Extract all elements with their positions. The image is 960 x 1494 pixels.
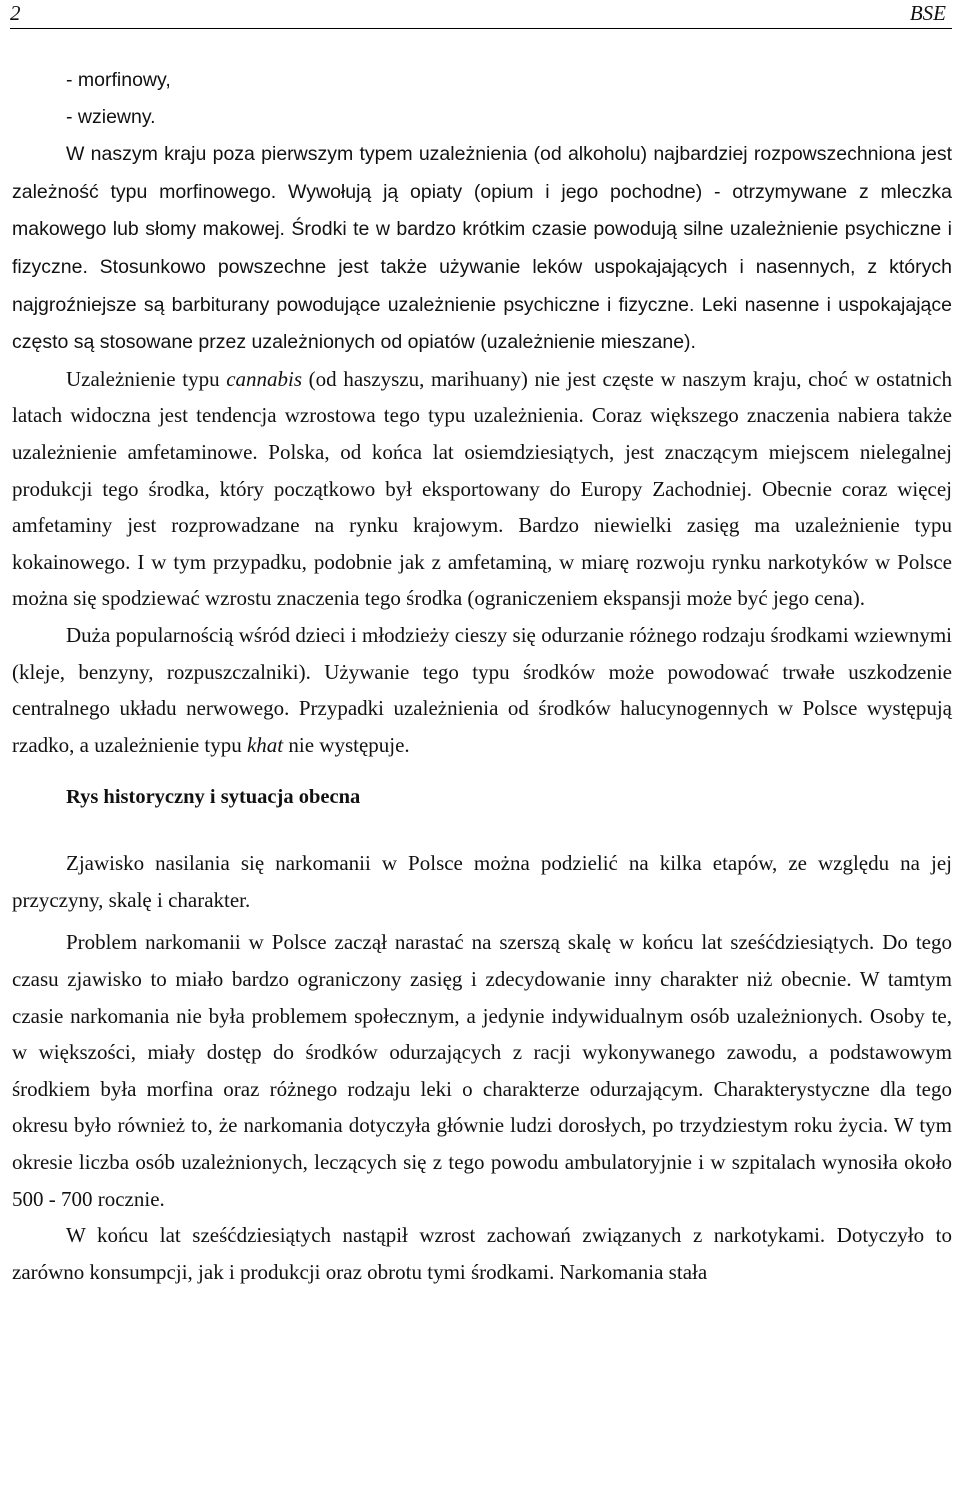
paragraph-morphine-part-a: W naszym kraju poza pierwszym typem uzależnienia (od alkoholu) najbardziej rozpowszechniona jest zależność typu morfinowego. Wywołują ją opiaty (opium i jego pochodne) - otrzymywane z mleczka makowego lub słomy makowej. Środki te w bardzo krótkim czasie powodują silne uzależnienie psychiczne i fizyczne. xyxy=(12,143,952,278)
paragraph-late-sixties: W końcu lat sześćdziesiątych nastąpił wzrost zachowań związanych z narkotykami. Dotyczyło to zarówno konsumpcji, jak i produkcji oraz obrotu tymi środkami. Narkomania stała xyxy=(12,1223,952,1284)
paragraph-morphine xyxy=(12,135,952,361)
paragraph-inhalants-part-b: nie występuje. xyxy=(283,732,410,757)
list-item: - wziewny. xyxy=(66,105,156,128)
page-number: 2 xyxy=(10,1,21,25)
section-heading: Rys historyczny i sytuacja obecna xyxy=(66,786,361,809)
page-body xyxy=(12,62,952,1290)
paragraph-sixties-part-b: Osoby te, w większości, miały dostęp do środków odurzających z racji wykonywanego zawodu, a podstawowym środkiem była morfina oraz różnego rodzaju leki o charakterze odurzającym. Charakterystyczne dla tego okresu było również to, że narkomania dotyczyła głównie ludzi dorosłych, po trzydziestym roku życia. W tym okresie liczba osób uzależnionych, leczących się z tego powodu ambulatoryjnie i w szpitalach wynosiła około 500 - 700 rocznie. xyxy=(12,1003,952,1211)
cannabis-term: cannabis xyxy=(226,366,303,391)
drug-type-list xyxy=(12,62,952,135)
running-title: BSE xyxy=(909,1,946,25)
paragraph-cannabis xyxy=(12,361,952,617)
paragraph-sixties-part-a: Problem narkomanii w Polsce zaczął narastać na szerszą skalę w końcu lat sześćdziesiątych. Do tego czasu zjawisko to miało bardzo ograniczony zasięg i zdecydowanie inny charakter niż obecnie. W tamtym czasie narkomania nie była problemem społecznym, a jedynie indywidualnym osób uzależnionych. xyxy=(12,930,952,1028)
list-item: - morfinowy, xyxy=(66,69,171,91)
paragraph-morphine-part-b: Stosunkowo powszechne jest także używanie leków uspokajających i nasennych, z których najgroźniejsze są barbiturany powodujące uzależnienie psychiczne i fizyczne. Leki nasenne i uspokajające często są stosowane przez uzależnionych od opiatów (uzależnienie mieszane). xyxy=(12,255,952,354)
paragraph-inhalants-part-a: Duża popularnością wśród dzieci i młodzieży cieszy się odurzanie różnego rodzaju środkami wziewnymi (kleje, benzyny, rozpuszczalniki). Używanie tego typu środków może powodować trwałe uszkodzenie centralnego układu nerwowego. Przypadki uzależnienia od środków halucynogennych w Polsce występują rzadko, a uzależnienie typu xyxy=(12,622,952,757)
paragraph-sixties xyxy=(12,924,952,1217)
page-header xyxy=(10,0,952,29)
paragraph-cannabis-part-a: Uzależnienie typu xyxy=(66,366,227,391)
khat-term: khat xyxy=(246,732,284,757)
paragraph-inhalants xyxy=(12,617,952,763)
paragraph-cannabis-part-b: (od haszyszu, marihuany) nie jest częste w naszym kraju, choć w ostatnich latach widoczna jest tendencja wzrostowa tego typu uzależnienia. Coraz większego znaczenia nabiera także uzależnienie amfetaminowe. Polska, od końca lat osiemdziesiątych, jest znaczącym miejscem nielegalnej produkcji tego środka, który początkowo był eksportowany do Europy Zachodniej. Obecnie coraz więcej amfetaminy jest rozprowadzane na rynku krajowym. Bardzo niewielki zasięg ma uzależnienie typu kokainowego. I w tym przypadku, podobnie jak z amfetaminą, w miarę rozwoju rynku narkotyków w Polsce można się spodziewać wzrostu znaczenia tego środka (ograniczeniem ekspansji może być jego cena). xyxy=(12,366,952,611)
paragraph-stages: Zjawisko nasilania się narkomanii w Polsce można podzielić na kilka etapów, ze względu na jej przyczyny, skalę i charakter. xyxy=(12,851,952,912)
